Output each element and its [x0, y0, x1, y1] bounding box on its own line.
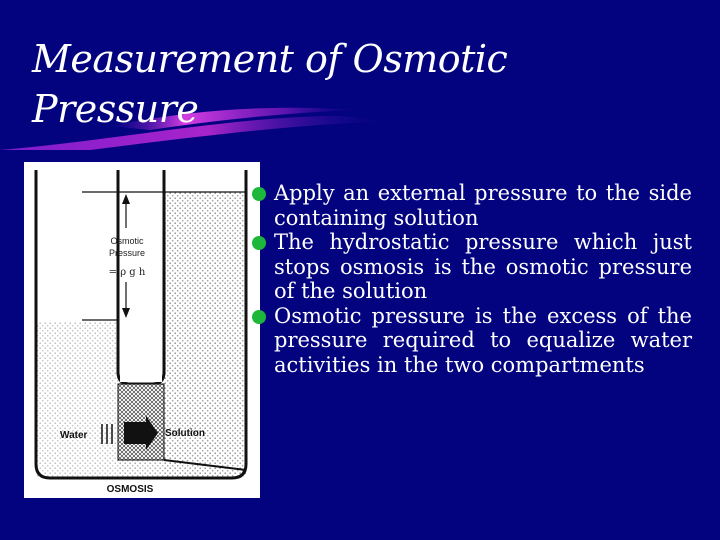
solution-label: Solution [165, 428, 205, 439]
bullet-dot-icon [252, 236, 266, 250]
diagram-caption: OSMOSIS [106, 484, 154, 495]
bullet-item [252, 304, 692, 378]
bullet-dot-icon [252, 310, 266, 324]
bullet-item [252, 230, 692, 304]
osmotic-pressure-label-line2: Pressure [108, 248, 146, 258]
bullet-text: The hydrostatic pressure which just stops osmosis is the osmotic pressure of the solution [274, 230, 692, 303]
osmotic-pressure-label-line1: Osmotic [110, 236, 144, 246]
bullet-list [252, 181, 692, 377]
bullet-text: Apply an external pressure to the side containing solution [274, 181, 692, 230]
water-region [36, 322, 118, 477]
osmotic-pressure-formula: = ρ g h [108, 267, 146, 278]
osmosis-diagram [24, 162, 260, 498]
bullet-text: Osmotic pressure is the excess of the pressure required to equalize water activities in the two compartments [274, 303, 692, 377]
bullet-dot-icon [252, 187, 266, 201]
bullet-item [252, 181, 692, 230]
water-label: Water [60, 430, 88, 441]
slide-title: Measurement of Osmotic Pressure [32, 37, 508, 131]
